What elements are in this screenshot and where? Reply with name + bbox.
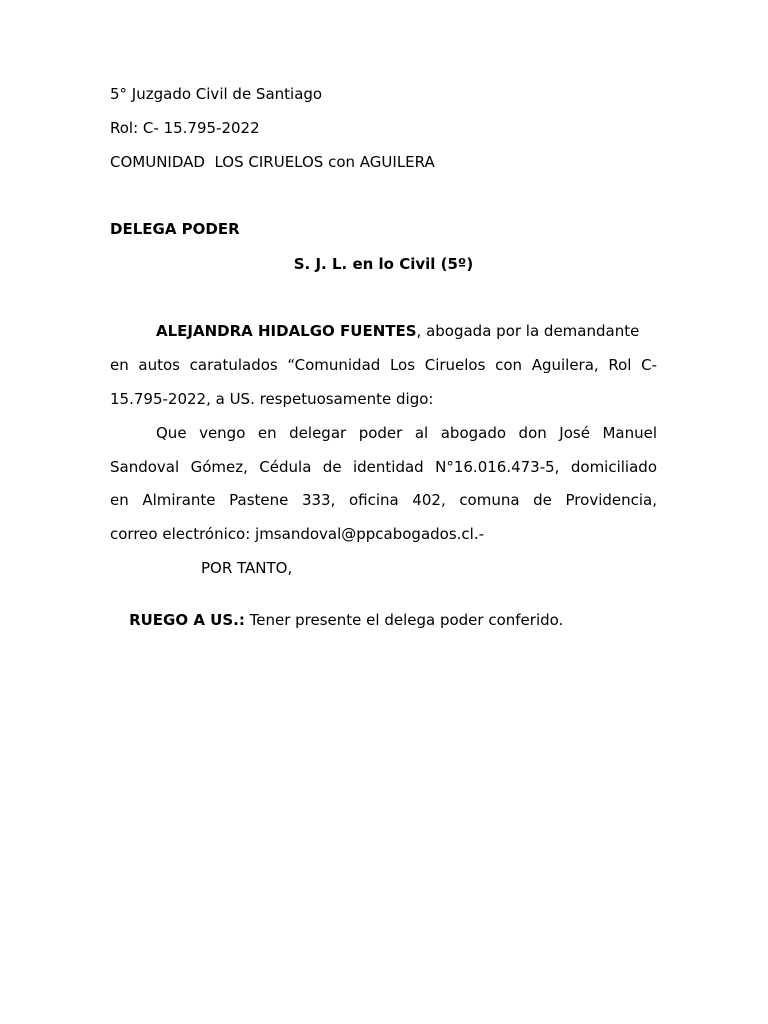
paragraph-2-line-2: Sandoval Gómez, Cédula de identidad N°16.016.473-5, domiciliado <box>110 458 657 476</box>
paragraph-2-line-4: correo electrónico: jmsandoval@ppcabogados.cl.- <box>110 525 485 543</box>
case-caption: COMUNIDAD LOS CIRUELOS con AGUILERA <box>110 153 435 171</box>
petition-label: RUEGO A US.: <box>129 611 245 629</box>
sumilla-title: DELEGA PODER <box>110 220 240 238</box>
court-name: 5° Juzgado Civil de Santiago <box>110 85 323 103</box>
paragraph-1-line-2: en autos caratulados “Comunidad Los Ciruelos con Aguilera, Rol C- <box>110 356 657 374</box>
case-rol: Rol: C- 15.795-2022 <box>110 119 260 137</box>
paragraph-2-line-1: Que vengo en delegar poder al abogado don José Manuel <box>156 424 657 442</box>
paragraph-1-line-3: 15.795-2022, a US. respetuosamente digo: <box>110 390 434 408</box>
paragraph-1-line-1 <box>156 322 639 340</box>
addressee: S. J. L. en lo Civil (5º) <box>293 255 474 273</box>
por-tanto: POR TANTO, <box>201 559 293 577</box>
lawyer-name: ALEJANDRA HIDALGO FUENTES <box>156 322 417 340</box>
petition-text: Tener presente el delega poder conferido. <box>244 611 564 629</box>
paragraph-2-line-3: en Almirante Pastene 333, oficina 402, comuna de Providencia, <box>110 491 657 509</box>
petition-line <box>110 593 563 647</box>
paragraph-1-line-1-text: , abogada por la demandante <box>416 322 640 340</box>
